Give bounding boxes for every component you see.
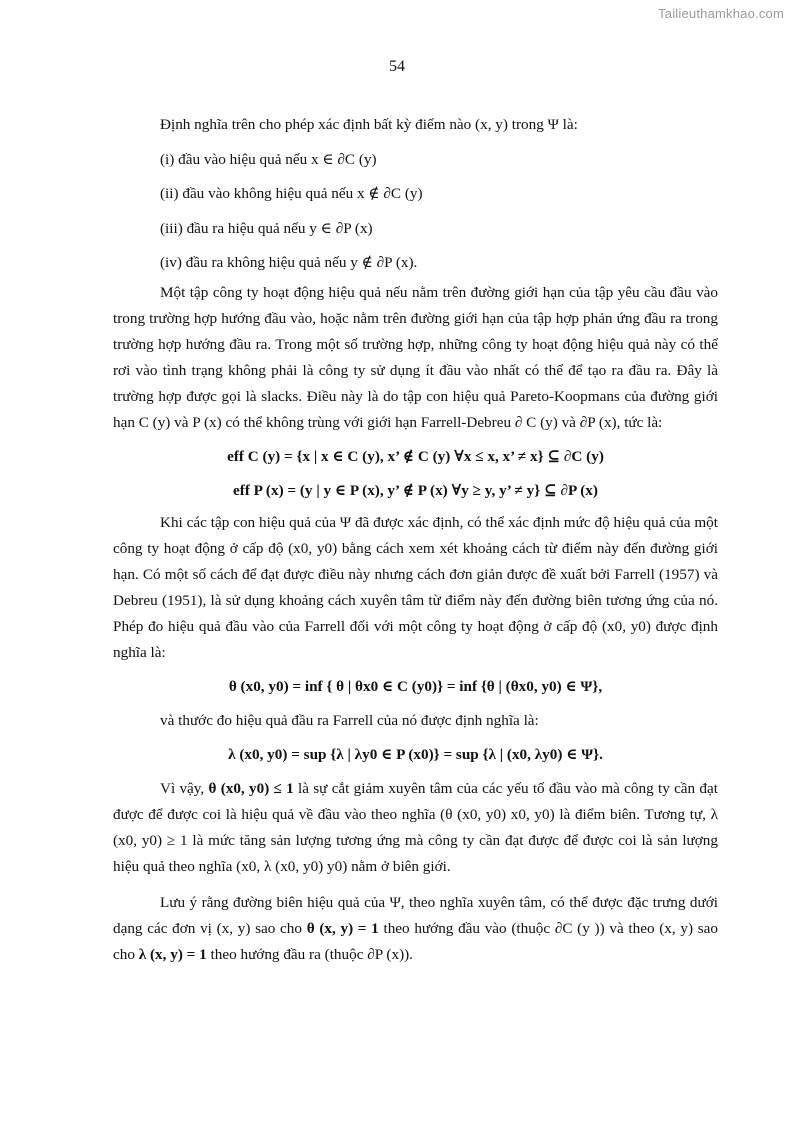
document-body (113, 112, 718, 968)
paragraph-radial-contraction (113, 776, 718, 880)
theta-inequality: θ (x0, y0) ≤ 1 (208, 780, 294, 797)
watermark: Tailieuthamkhao.com (658, 6, 784, 21)
list-item-iii: (iii) đầu ra hiệu quả nếu y ∈ ∂P (x) (160, 219, 373, 237)
formula-theta: θ (x0, y0) = inf { θ | θx0 ∈ C (y0)} = inf {θ | (θx0, y0) ∈ Ψ}, (228, 678, 603, 695)
lambda-equals-one: λ (x, y) = 1 (138, 946, 207, 963)
page-number: 54 (389, 58, 405, 75)
formula-eff-p: eff P (x) = (y | y ∈ P (x), y’ ∉ P (x) ∀y ≥ y, y’ ≠ y} ⊆ ∂P (x) (233, 482, 598, 499)
paragraph-frontier-characterization (113, 890, 718, 968)
list-item-ii: (ii) đầu vào không hiệu quả nếu x ∉ ∂C (y) (160, 185, 423, 202)
paragraph-frontier-post: theo hướng đầu ra (thuộc ∂P (x)). (206, 946, 413, 963)
paragraph-radial-post: là sự cắt giảm xuyên tâm của các yếu tố đầu vào mà công ty cần đạt được để được coi là hiệu quả về đầu vào theo nghĩa (θ (x0, y0) x0, y0) là điểm biên. Tương tự, λ (x0, y0) ≥ 1 là mức tăng sản lượng tương ứng mà công ty cần đạt được để được coi là sản lượng hiệu quả theo nghĩa (x0, λ (x0, y0) y0) nằm ở biên giới. (113, 780, 718, 875)
paragraph-farrell-measure: Khi các tập con hiệu quả của Ψ đã được xác định, có thể xác định mức độ hiệu quả của một công ty hoạt động ở cấp độ (x0, y0) bằng cách xem xét khoảng cách từ điểm này đến đường giới hạn. Có một số cách để đạt được điều này nhưng cách đơn giản được đề xuất bởi Farrell (1957) và Debreu (1951), là sử dụng khoảng cách xuyên tâm từ điểm này đến đường biên tương ứng của nó. Phép đo hiệu quả đầu vào của Farrell đối với một công ty hoạt động ở cấp độ (x0, y0) được định nghĩa là: (113, 514, 718, 661)
paragraph-output-measure: và thước đo hiệu quả đầu ra Farrell của nó được định nghĩa là: (160, 712, 539, 729)
list-item-i: (i) đầu vào hiệu quả nếu x ∈ ∂C (y) (160, 150, 377, 168)
list-item-iv: (iv) đầu ra không hiệu quả nếu y ∉ ∂P (x). (160, 254, 418, 271)
formula-eff-c: eff C (y) = {x | x ∈ C (y), x’ ∉ C (y) ∀x ≤ x, x’ ≠ x} ⊆ ∂C (y) (227, 448, 604, 465)
paragraph-efficiency-frontier: Một tập công ty hoạt động hiệu quả nếu nằm trên đường giới hạn của tập yêu cầu đầu vào trong trường hợp hướng đầu vào, hoặc nằm trên đường giới hạn của tập hợp phản ứng đầu ra trong trường hợp hướng đầu ra. Trong một số trường hợp, những công ty hoạt động hiệu quả này có thể rơi vào tình trạng không phải là công ty sử dụng ít đầu vào nhất có thể để tạo ra đầu ra. Đây là trường hợp được gọi là slacks. Điều này là do tập con hiệu quả Pareto-Koopmans của đường giới hạn C (y) và P (x) có thể không trùng với giới hạn Farrell-Debreu ∂ C (y) và ∂P (x), tức là: (113, 284, 718, 431)
intro-line: Định nghĩa trên cho phép xác định bất kỳ điểm nào (x, y) trong Ψ là: (160, 116, 578, 133)
formula-lambda: λ (x0, y0) = sup {λ | λy0 ∈ P (x0)} = sup {λ | (x0, λy0) ∈ Ψ}. (228, 746, 603, 763)
paragraph-frontier-pre: Lưu ý rằng đường biên hiệu quả của Ψ, theo nghĩa xuyên tâm, có thể được đặc trưng dưới dạng các đơn vị (x, y) sao cho (113, 894, 718, 937)
paragraph-frontier-mid: theo hướng đầu vào (thuộc ∂C (y )) và theo (x, y) sao cho (113, 920, 718, 963)
theta-equals-one: θ (x, y) = 1 (306, 920, 379, 937)
paragraph-radial-pre: Vì vậy, (160, 780, 209, 797)
